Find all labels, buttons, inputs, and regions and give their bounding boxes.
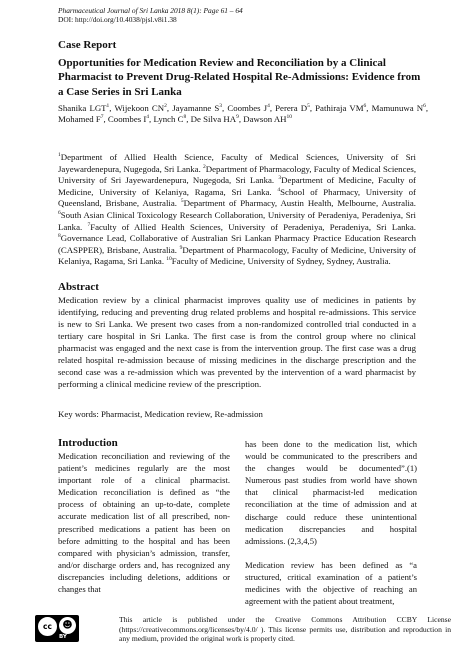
attribution-person-icon: ☻ bbox=[59, 617, 76, 634]
author-name: Lynch C bbox=[153, 114, 184, 125]
author-name: Mamunuwa N bbox=[371, 103, 424, 113]
affiliation-text: Department of Allied Health Science, Faculty of Medical Sciences, University of Sri Jayewardenepura, Nugegoda, Sri Lanka. bbox=[58, 152, 416, 174]
author-name: Dawson AH bbox=[243, 114, 287, 125]
creative-commons-icon: cc bbox=[37, 616, 58, 637]
by-label: BY bbox=[59, 634, 67, 640]
author-affiliation-marker: 6 bbox=[423, 103, 426, 110]
author-name: Jayamanne S bbox=[172, 103, 220, 113]
affiliation-marker: 4 bbox=[277, 186, 281, 193]
author-name: Wijekoon CN bbox=[114, 103, 165, 113]
author-name: Coombes J bbox=[227, 103, 268, 113]
affiliation-text: Faculty of Allied Health Sciences, University of Peradeniya, Peradeniya, Sri Lanka. bbox=[90, 221, 416, 232]
affiliation-text: Department of Medicine, Faculty of Medicine, University of Kelaniya, Ragama, Sri Lanka. bbox=[58, 175, 416, 197]
author-affiliation-marker: 1 bbox=[106, 103, 110, 110]
introduction-paragraph: Medication review has been defined as “a structured, critical examination of a patient’s medicines with the objective of reaching an agreement with the patient about treatment, bbox=[245, 559, 417, 607]
doi-link[interactable]: DOI: http://doi.org/10.4038/pjsl.v8i1.38 bbox=[58, 15, 177, 24]
author-affiliation-marker: 2 bbox=[164, 103, 167, 110]
affiliation-marker: 7 bbox=[87, 221, 91, 228]
affiliation-text: Faculty of Medicine, University of Sydney, Sydney, Australia. bbox=[171, 256, 391, 267]
license-footer bbox=[35, 615, 451, 665]
cc-by-badge[interactable] bbox=[35, 615, 79, 642]
affiliation-marker: 3 bbox=[278, 175, 282, 182]
affiliation-marker: 2 bbox=[203, 163, 206, 170]
affiliation-text: Department of Pharmacology, Faculty of Medicine, University of Kelaniya, Ragama, Sri Lanka. bbox=[58, 244, 416, 267]
author-affiliation-marker: 3 bbox=[219, 103, 223, 110]
author-affiliation-marker: 6 bbox=[363, 103, 367, 110]
license-text: This article is published under the Creative Commons Attribution CCBY License (https://creativecommons.org/licenses/by/4.0/ ). This license permits use, distribution and reproduction in any medium, provided the original work is properly cited. bbox=[119, 615, 451, 643]
abstract-heading: Abstract bbox=[58, 281, 99, 293]
author-affiliation-marker: 4 bbox=[146, 114, 150, 121]
author-list: Shanika LGT$^1$, Wijekoon $CN^2$, Jayamanne $S^3$, Coombes $J^4$, Perera $D^5$, Pathiraja $VM^6$, Mamunuwa $N^6$, Mohamed $F^7$, Coombes $I^4$, Lynch $C^8$, De Silva $HA^9$, Dawson AH$^{10}$ bbox=[58, 103, 429, 125]
keywords: Key words: Pharmacist, Medication review, Re-admission bbox=[58, 409, 263, 419]
author-name: Perera D bbox=[275, 103, 308, 113]
affiliation-text: School of Pharmacy, University of Queensland, Brisbane, Australia. bbox=[58, 186, 416, 209]
author-name: Mohamed F bbox=[58, 114, 101, 125]
author-name: De Silva HA bbox=[190, 114, 237, 125]
introduction-heading: Introduction bbox=[58, 437, 118, 449]
introduction-column-left: Medication reconciliation and reviewing of the patient’s medicines regularly are the most important role of a clinical pharmacist. Medication reconciliation is defined as “the process of obtaining an up-to-date, complete accurate medication list of all prescribed, non-prescribed medications a patient has been on before admitting to the hospital and has been compared with physician’s admission, transfer, and/or discharge orders and, has recognized any discrepancies including deletions, additions or changes that bbox=[58, 451, 230, 595]
author-name: Coombes I bbox=[107, 114, 147, 125]
author-affiliation-marker: 9 bbox=[236, 114, 239, 121]
author-affiliation-marker: 7 bbox=[100, 114, 104, 121]
author-name: Pathiraja VM bbox=[315, 103, 364, 113]
author-affiliation-marker: 8 bbox=[183, 114, 187, 121]
author-affiliation-marker: 5 bbox=[307, 103, 310, 110]
journal-citation: Pharmaceutical Journal of Sri Lanka 2018 8(1): Page 61 – 64 bbox=[58, 6, 243, 15]
introduction-paragraph: has been done to the medication list, which would be communicated to the prescribers and the changes would be documented”.(1) Numerous past studies from world have shown that clinical pharmacist-led medication reconciliation at the time of admission and at discharge could reduce these unintentional medication discrepancies and hospital admissions. (2,3,4,5) bbox=[245, 439, 417, 546]
affiliation-text: South Asian Clinical Toxicology Research Collaboration, University of Peradeniya, Peradeniya, Sri Lanka. bbox=[58, 209, 416, 232]
article-type: Case Report bbox=[58, 39, 117, 51]
author-affiliation-marker: 10 bbox=[286, 114, 293, 121]
affiliation-text: Governance Lead, Collaborative of Australian Sri Lankan Pharmacy Practice Education Research (CASPPER), Brisbane, Australia. bbox=[58, 233, 416, 255]
author-name: Shanika LGT bbox=[58, 103, 107, 113]
author-affiliation-marker: 4 bbox=[267, 103, 270, 110]
article-title: Opportunities for Medication Review and Reconciliation by a Clinical Pharmacist to Prevent Drug-Related Hospital Re-Admissions: Evidence from a Case Series in Sri Lanka bbox=[58, 57, 421, 98]
affiliation-marker: 6 bbox=[58, 210, 61, 217]
abstract-text: Medication review by a clinical pharmacist improves quality use of medicines in patients by identifying, reducing and preventing drug related problems and hospital re-admissions. This service is new to Sri Lanka. We present two cases from a non-randomized controlled trial conducted in a tertiary care hospital in Sri Lanka. The first case is from the control group where no clinical pharmacist was engaged and the next case is from the intervention group. The first case was a drug related hospital re-admission because of missing medicines in the discharge prescription and the second case was a re-admission which was prevented by the intervention of a ward pharmacist by performing a clinical medicine review of the prescription. bbox=[58, 295, 416, 389]
affiliation-marker: 1 bbox=[58, 152, 61, 159]
affiliation-list bbox=[58, 152, 416, 268]
affiliation-marker: 9 bbox=[179, 244, 183, 251]
affiliation-marker: 10 bbox=[166, 256, 172, 263]
affiliation-text: Department of Pharmacy, Austin Health, Melbourne, Australia. bbox=[183, 198, 417, 209]
affiliation-marker: 8 bbox=[58, 233, 61, 240]
affiliation-text: Department of Pharmacology, Faculty of Medical Sciences, University of Sri Jayewardenepura, Nugegoda, Sri Lanka. bbox=[58, 163, 417, 186]
introduction-column-right bbox=[245, 438, 417, 619]
affiliation-marker: 5 bbox=[180, 198, 184, 205]
